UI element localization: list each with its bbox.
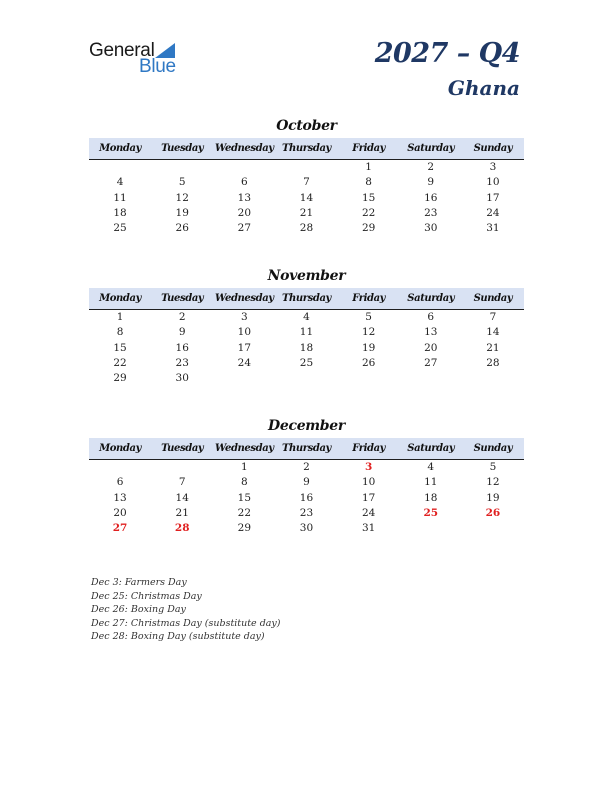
- holiday-day-cell: 27: [112, 522, 128, 535]
- day-cell: 13: [237, 191, 252, 204]
- day-cell: 9: [427, 176, 435, 189]
- day-cell: [275, 160, 337, 175]
- month-name: December: [268, 418, 345, 434]
- day-cell: 1: [116, 311, 124, 323]
- day-cell: 23: [175, 356, 189, 369]
- day-cell: 25: [299, 356, 314, 369]
- day-cell: 16: [299, 491, 314, 504]
- day-cell: 15: [237, 491, 252, 504]
- weekday-label: Friday: [352, 143, 386, 154]
- day-cell: 22: [113, 356, 127, 369]
- day-cell: [462, 371, 524, 386]
- day-cell: 4: [303, 311, 310, 323]
- weekday-label: Friday: [352, 443, 386, 454]
- weekday-label: Monday: [99, 443, 142, 454]
- day-cell: 27: [237, 222, 252, 235]
- day-cell: 23: [299, 506, 314, 519]
- day-cell: 16: [424, 191, 438, 204]
- day-cell: [462, 521, 524, 536]
- day-cell: 21: [299, 206, 314, 219]
- day-cell: 26: [175, 222, 189, 235]
- day-cell: [400, 371, 462, 386]
- day-cell: 10: [486, 176, 500, 189]
- weekday-header: [89, 288, 524, 310]
- day-cell: 28: [299, 222, 314, 235]
- day-cell: 19: [175, 206, 189, 219]
- day-cell: 7: [178, 476, 186, 489]
- day-cell: 29: [361, 222, 376, 235]
- day-cell: 27: [424, 356, 438, 369]
- day-cell: 14: [175, 491, 189, 504]
- weekday-label: Tuesday: [161, 293, 204, 304]
- weekday-label: Monday: [99, 293, 142, 304]
- day-cell: 24: [486, 206, 500, 219]
- day-cell: [213, 371, 275, 386]
- logo-general-text: General: [89, 40, 155, 61]
- week-row: [89, 221, 524, 236]
- day-cell: 11: [299, 326, 314, 339]
- weekday-label: Saturday: [407, 293, 455, 304]
- weekday-label: Saturday: [407, 443, 455, 454]
- month-november: [89, 266, 524, 386]
- holiday-note: Dec 3: Farmers Day: [91, 577, 187, 588]
- day-cell: 20: [113, 506, 127, 519]
- weekday-header: [89, 138, 524, 160]
- day-cell: 23: [424, 206, 438, 219]
- day-cell: 22: [237, 506, 252, 519]
- day-cell: 8: [241, 476, 248, 489]
- page-title: 2027 – Q4: [374, 38, 520, 69]
- day-cell: 18: [424, 491, 438, 504]
- country-subtitle: Ghana: [447, 76, 520, 100]
- day-cell: 12: [175, 191, 189, 204]
- day-cell: 30: [299, 522, 314, 535]
- weekday-label: Saturday: [407, 143, 455, 154]
- holiday-note: Dec 26: Boxing Day: [91, 604, 186, 615]
- day-cell: 15: [113, 341, 127, 354]
- week-row: [89, 491, 524, 506]
- day-cell: 29: [237, 522, 252, 535]
- day-cell: 21: [486, 341, 500, 354]
- day-cell: 6: [116, 476, 124, 489]
- day-cell: 25: [113, 222, 127, 235]
- week-row: [89, 310, 524, 325]
- weekday-label: Sunday: [473, 443, 513, 454]
- day-cell: [89, 460, 151, 475]
- weekday-label: Wednesday: [214, 443, 274, 454]
- month-name: November: [267, 268, 346, 284]
- day-cell: 22: [361, 206, 376, 219]
- week-row: [89, 160, 524, 175]
- day-cell: 3: [489, 161, 497, 173]
- day-cell: 6: [241, 176, 248, 189]
- holiday-note: Dec 25: Christmas Day: [91, 590, 202, 602]
- day-cell: 19: [486, 491, 500, 504]
- holiday-note: Dec 27: Christmas Day (substitute day): [91, 617, 281, 629]
- day-cell: 16: [175, 341, 189, 354]
- day-cell: 7: [303, 176, 310, 189]
- day-cell: 31: [361, 522, 376, 535]
- day-cell: 2: [178, 311, 186, 323]
- holiday-day-cell: 25: [423, 506, 439, 519]
- holiday-day-cell: 26: [485, 506, 501, 519]
- week-row: [89, 506, 524, 521]
- day-cell: 12: [486, 476, 500, 489]
- day-cell: 29: [113, 372, 127, 385]
- day-cell: 26: [361, 356, 376, 369]
- day-cell: 20: [237, 206, 252, 219]
- day-cell: 8: [116, 326, 124, 339]
- week-row: [89, 191, 524, 206]
- week-row: [89, 521, 524, 536]
- weekday-label: Tuesday: [161, 443, 204, 454]
- day-cell: 13: [113, 491, 127, 504]
- day-cell: 24: [361, 506, 376, 519]
- day-cell: 6: [427, 311, 435, 323]
- day-cell: 9: [303, 476, 310, 489]
- logo-blue-text: Blue: [139, 56, 176, 77]
- holiday-notes: [91, 576, 281, 644]
- day-cell: 3: [241, 311, 248, 323]
- day-cell: [400, 521, 462, 536]
- day-cell: [151, 160, 213, 175]
- day-cell: [338, 371, 400, 386]
- week-row: [89, 325, 524, 340]
- day-cell: 30: [175, 372, 189, 385]
- day-cell: 10: [237, 326, 252, 339]
- week-row: [89, 356, 524, 371]
- day-cell: 28: [486, 356, 500, 369]
- day-cell: 7: [489, 311, 497, 323]
- day-cell: 8: [365, 176, 372, 189]
- day-cell: 18: [113, 206, 127, 219]
- weekday-header: [89, 438, 524, 460]
- weekday-label: Thursday: [282, 293, 331, 304]
- day-cell: 20: [424, 341, 438, 354]
- day-cell: 17: [486, 191, 500, 204]
- day-cell: 14: [486, 326, 500, 339]
- month-october: [89, 116, 524, 236]
- week-row: [89, 475, 524, 490]
- weekday-label: Wednesday: [214, 143, 274, 154]
- day-cell: 9: [178, 326, 186, 339]
- month-december: [89, 416, 524, 536]
- weekday-label: Friday: [352, 293, 386, 304]
- weekday-label: Thursday: [282, 143, 331, 154]
- logo: [89, 40, 189, 76]
- day-cell: 17: [237, 341, 252, 354]
- day-cell: 5: [365, 311, 372, 323]
- day-cell: 4: [116, 176, 124, 189]
- day-cell: 11: [113, 191, 127, 204]
- day-cell: [275, 371, 337, 386]
- month-name: October: [276, 118, 337, 134]
- day-cell: 12: [361, 326, 376, 339]
- weekday-label: Wednesday: [214, 293, 274, 304]
- week-row: [89, 175, 524, 190]
- day-cell: 14: [299, 191, 314, 204]
- week-row: [89, 371, 524, 386]
- day-cell: 5: [178, 176, 186, 189]
- week-row: [89, 206, 524, 221]
- weekday-label: Monday: [99, 143, 142, 154]
- day-cell: 11: [424, 476, 438, 489]
- holiday-note: Dec 28: Boxing Day (substitute day): [91, 631, 265, 642]
- day-cell: 4: [427, 461, 435, 473]
- day-cell: 5: [489, 461, 497, 473]
- day-cell: 21: [175, 506, 189, 519]
- weekday-label: Tuesday: [161, 143, 204, 154]
- weekday-label: Sunday: [473, 293, 513, 304]
- weekday-label: Thursday: [282, 443, 331, 454]
- day-cell: 17: [361, 491, 376, 504]
- day-cell: 18: [299, 341, 314, 354]
- day-cell: 24: [237, 356, 252, 369]
- day-cell: 2: [303, 461, 310, 473]
- day-cell: 13: [424, 326, 438, 339]
- day-cell: 2: [427, 161, 435, 173]
- day-cell: [89, 160, 151, 175]
- day-cell: 1: [241, 461, 248, 473]
- day-cell: 19: [361, 341, 376, 354]
- holiday-day-cell: 28: [174, 522, 190, 535]
- day-cell: 15: [361, 191, 376, 204]
- weekday-label: Sunday: [473, 143, 513, 154]
- day-cell: 30: [424, 222, 438, 235]
- holiday-day-cell: 3: [364, 461, 373, 473]
- day-cell: [213, 160, 275, 175]
- day-cell: 10: [361, 476, 376, 489]
- week-row: [89, 460, 524, 475]
- day-cell: 31: [486, 222, 500, 235]
- day-cell: [151, 460, 213, 475]
- day-cell: 1: [365, 161, 372, 173]
- week-row: [89, 341, 524, 356]
